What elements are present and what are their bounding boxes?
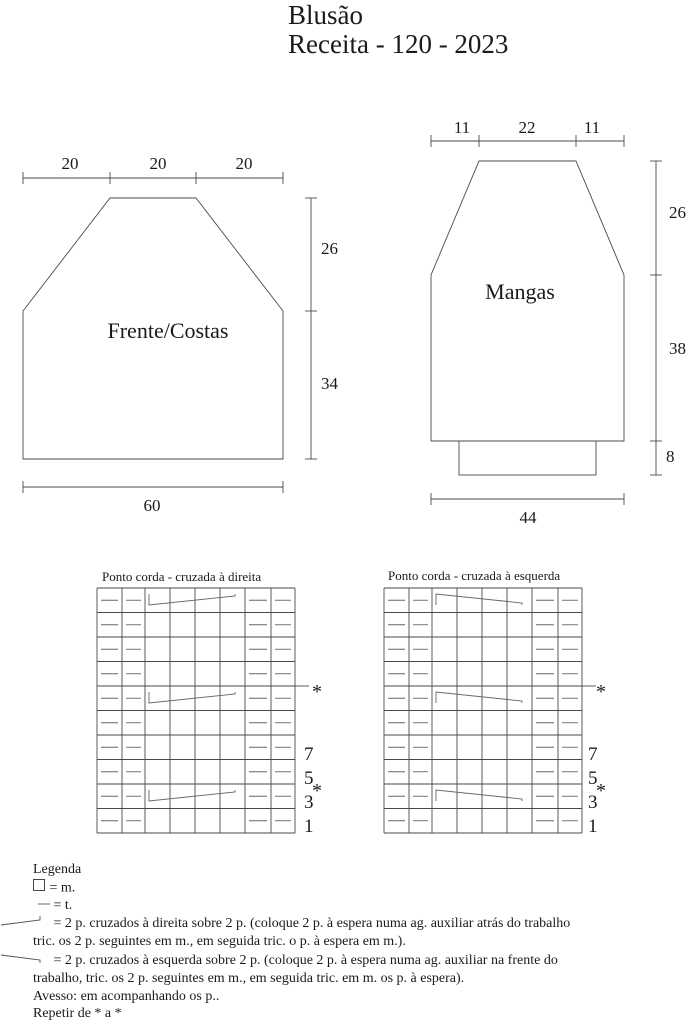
chart-right-grid <box>97 588 309 833</box>
cable-cross-icon <box>149 594 235 605</box>
legend-cross-left-text-1: = 2 p. cruzados à esquerda sobre 2 p. (coloque 2 p. à espera numa ag. auxiliar na frente do <box>53 953 558 969</box>
page-title: Blusão <box>288 0 364 30</box>
purl-dash-icon <box>38 897 50 915</box>
legend-cross-left-row <box>0 952 558 970</box>
legend-repeat: Repetir de * a * <box>33 1006 122 1021</box>
sleeve-bottom-width: 44 <box>519 508 537 527</box>
sleeve-cuff-outline <box>459 441 596 475</box>
chart-right-repeat-top: * <box>312 681 322 703</box>
body-height-lower: 34 <box>321 374 338 393</box>
cable-cross-icon <box>149 692 235 703</box>
chart-left-repeat-top: * <box>596 681 606 703</box>
chart-right-repeat-bottom: * <box>312 780 322 802</box>
chart-left-row-5: 5 <box>588 768 598 789</box>
body-top-width-1: 20 <box>61 154 79 173</box>
chart-right-row-1: 1 <box>304 816 314 837</box>
cross-left-icon <box>0 952 50 970</box>
body-top-width-3: 20 <box>235 154 253 173</box>
chart-left-grid <box>384 588 596 833</box>
cable-cross-icon <box>436 594 522 605</box>
legend-knit-row <box>33 879 75 898</box>
chart-right-row-3: 3 <box>304 792 314 813</box>
chart-right-row-5: 5 <box>304 768 314 789</box>
chart-left-row-1: 1 <box>588 816 598 837</box>
legend-cross-right-text-1: = 2 p. cruzados à direita sobre 2 p. (coloque 2 p. à espera numa ag. auxiliar atrás do trabalho <box>53 916 571 932</box>
chart-right-title: Ponto corda - cruzada à direita <box>102 569 262 584</box>
cable-cross-icon <box>436 790 522 801</box>
chart-left-repeat-bottom: * <box>596 780 606 802</box>
chart-left-row-3: 3 <box>588 792 598 813</box>
legend-knit-text: = m. <box>49 880 76 896</box>
sleeve-top-width-2: 22 <box>518 118 536 137</box>
cable-cross-icon <box>436 692 522 703</box>
cross-right-icon <box>0 915 50 933</box>
body-top-width-2: 20 <box>149 154 167 173</box>
knit-square-icon <box>33 879 46 898</box>
body-bottom-width: 60 <box>143 496 161 515</box>
legend-purl-text: = t. <box>53 898 73 914</box>
body-piece-label: Frente/Costas <box>107 318 229 343</box>
sleeve-piece-label: Mangas <box>485 279 555 304</box>
legend-wrong-side: Avesso: em acompanhando os p.. <box>33 989 220 1004</box>
legend-cross-left-text-2: trabalho, tric. os 2 p. seguintes em m., em seguida tric. em m. os p. à espera). <box>33 971 465 986</box>
sleeve-height-upper: 26 <box>669 203 686 222</box>
legend-cross-right-text-2: tric. os 2 p. seguintes em m., em seguida tric. o p. à espera em m.). <box>33 934 406 949</box>
body-height-upper: 26 <box>321 239 338 258</box>
sleeve-top-width-1: 11 <box>453 118 471 137</box>
chart-left-title: Ponto corda - cruzada à esquerda <box>388 568 561 583</box>
legend-heading: Legenda <box>33 862 82 877</box>
legend-purl-row <box>38 897 72 915</box>
legend-cross-right-row <box>0 915 570 933</box>
sleeve-top-width-3: 11 <box>583 118 601 137</box>
chart-left-row-7: 7 <box>588 744 598 765</box>
cable-cross-icon <box>149 790 235 801</box>
sleeve-height-cuff: 8 <box>666 447 675 466</box>
page-subtitle: Receita - 120 - 2023 <box>288 29 509 59</box>
chart-right-row-7: 7 <box>304 744 314 765</box>
sleeve-height-middle: 38 <box>669 339 686 358</box>
